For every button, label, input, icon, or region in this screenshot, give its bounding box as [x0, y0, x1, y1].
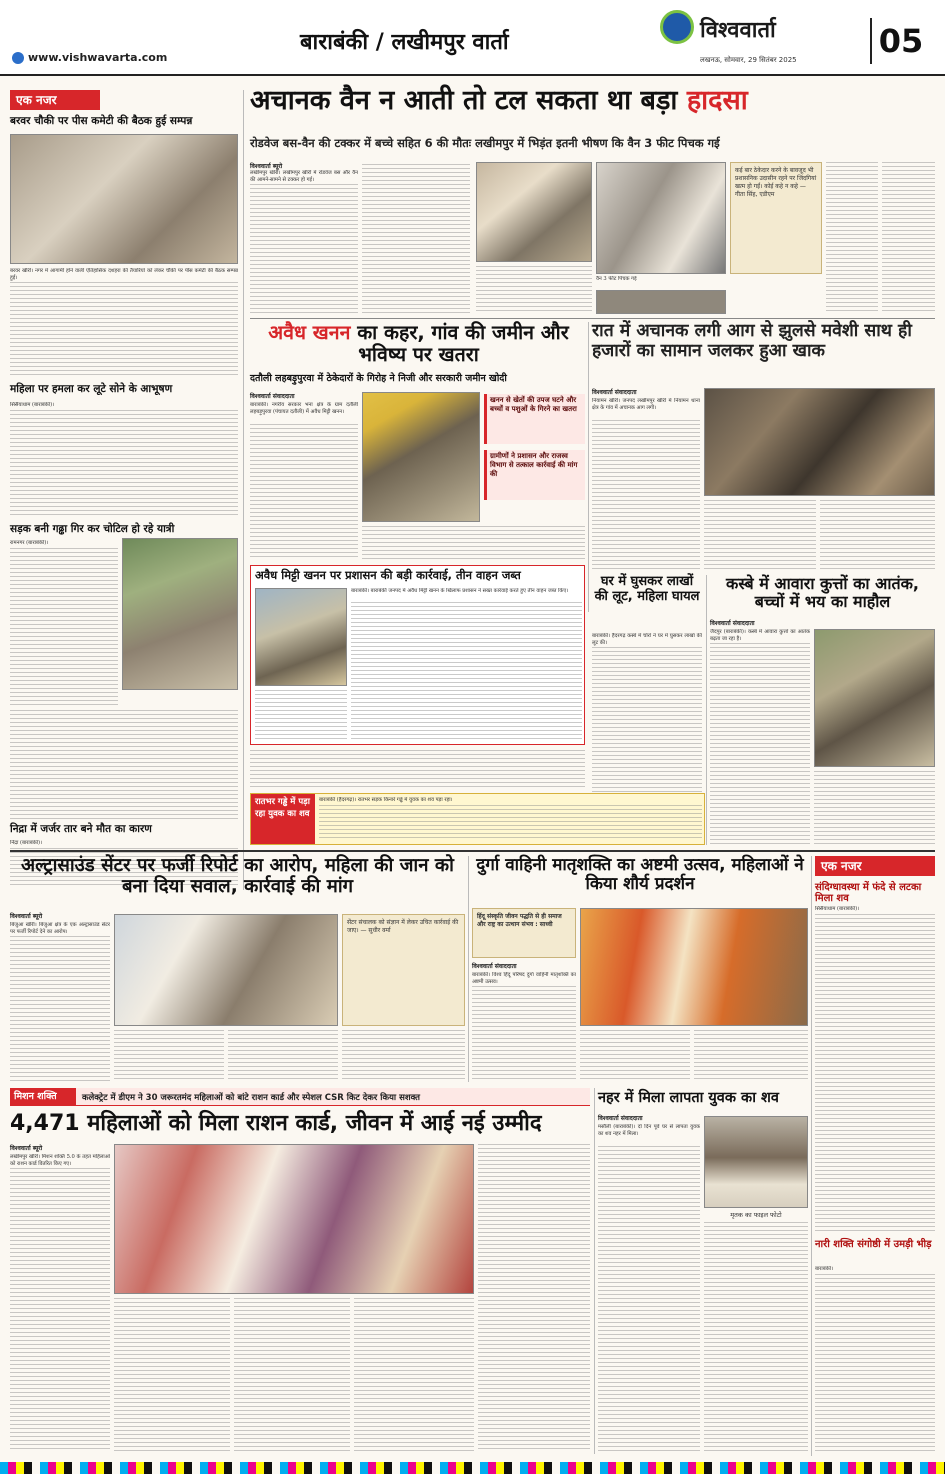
divider	[468, 856, 469, 1082]
mission-shakti-banner	[10, 1088, 590, 1106]
section-title: बाराबंकी / लखीमपुर वार्ता	[300, 30, 509, 55]
left-story2-lead: सिसैयाधाम (बाराबंकी)।	[10, 402, 55, 408]
dogs-body-col1	[710, 643, 810, 845]
excavator-photo	[362, 392, 480, 522]
mining-bullet-1: खनन से खेतों की उपज घटने और बच्चों व पशुओं के गिरने का खतरा	[484, 394, 585, 444]
durga-lead: बाराबंकी। विश्व हिंदू परिषद दुर्गा वाहिनी मातृशक्ति का अष्टमी उत्सव।	[472, 972, 576, 986]
night-body-text: बाराबंकी (हैदरगढ़)। रातभर सड़क किनारे गड्ढे में युवक का शव पड़ा रहा।	[319, 797, 453, 803]
ration-story	[10, 1088, 590, 1454]
left-story3-body	[10, 548, 118, 708]
ultrasound-photo	[114, 914, 338, 1026]
divider	[250, 318, 935, 319]
night-body-text-more	[319, 805, 702, 841]
right-column	[815, 856, 935, 1456]
main-headline[interactable]	[250, 86, 935, 116]
right-ek-nazar-tag: एक नजर	[815, 856, 935, 876]
main-headline-highlight: हादसा	[686, 85, 748, 116]
road-pothole-photo	[122, 538, 238, 690]
dogs-story	[710, 575, 935, 845]
right-story1-body	[815, 914, 935, 1234]
main-body-col4	[826, 162, 878, 314]
missing-body-col1	[598, 1146, 700, 1452]
mining-lead: बाराबंकी। नगरीय सरकार भना क्षेत्र के ग्राम दतौली लहबड़ुपुरवा (पंचायत दतौली) में अवैध मिट्टी खनन।	[250, 402, 358, 416]
seized-vehicles-photo	[255, 588, 347, 686]
fire-body-col3	[820, 500, 935, 570]
main-body-col3	[476, 266, 592, 314]
fire-lead: नियामन खीरी। जनपद लखीमपुर खीरी में नियामन थाना क्षेत्र के गांव में अचानक आग लगी।	[592, 398, 700, 412]
mining-byline: विश्ववार्ता संवाददाता	[250, 393, 295, 400]
missing-photo-caption: मृतक का फाइल फोटो	[730, 1211, 782, 1219]
durga-body-col1	[472, 986, 576, 1082]
website-url[interactable]: www.vishwavarta.com	[28, 51, 168, 64]
main-body-col1	[250, 184, 358, 314]
fire-byline: विश्ववार्ता संवाददाता	[592, 389, 637, 396]
mission-shakti-kicker: कलेक्ट्रेट में डीएम ने 30 जरूरतमंद महिलाओं को बांटे राशन कार्ड और स्पेशल CSR किट देकर किया सशक्त	[82, 1093, 420, 1103]
ration-body-col1	[10, 1168, 110, 1452]
dogs-body-col2	[814, 771, 935, 845]
dateline: लखनऊ, सोमवार, 29 सितंबर 2025	[700, 56, 797, 64]
ultrasound-byline: विश्ववार्ता ब्यूरो	[10, 913, 43, 920]
main-caption: वैन 3 फीट पिचक गई	[596, 276, 637, 282]
mining-headline[interactable]	[256, 322, 581, 366]
right-story2-title[interactable]: नारी शक्ति संगोष्ठी में उमड़ी भीड़	[815, 1239, 932, 1250]
fire-story	[592, 322, 935, 570]
left-story1-body	[10, 282, 238, 378]
ek-nazar-tag: एक नजर	[10, 90, 100, 110]
dogs-headline[interactable]: कस्बे में आवारा कुत्तों का आतंक, बच्चों में भय का माहौल	[726, 574, 919, 611]
left-story3-title[interactable]: सड़क बनी गढ्ढा गिर कर चोटिल हो रहे यात्री	[10, 523, 175, 535]
main-subhead: रोडवेज बस-वैन की टक्कर में बच्चे सहित 6 की मौतः लखीमपुर में भिड़ंत इतनी भीषण कि वैन 3 फीट पिचक गई	[250, 136, 720, 150]
left-story4-lead: निंद्रा (बाराबंकी)।	[10, 840, 43, 846]
theft-headline[interactable]: घर में घुसकर लाखों की लूट, महिला घायल	[594, 574, 700, 604]
ultrasound-headline[interactable]: अल्ट्रासाउंड सेंटर पर फर्जी रिपोर्ट का आरोप, महिला की जान को बना दिया सवाल, कार्रवाई की मांग	[21, 855, 454, 897]
main-quote-box: कई बार ठेकेदार करने के बावजूद भी प्रशासनिक उदासीन रहने पर जिंदगियां खत्म हो गईं। कोई कहे न कहे — गीता सिंह, एडीएम	[730, 162, 822, 274]
action-lead: बाराबंकी। बाराबंकी जनपद में अवैध मिट्टी खनन के खिलाफ प्रशासन ने सख्त कार्रवाई करते हुए तीन वाहन जब्त किए।	[351, 588, 569, 594]
main-lead: लखीमपुर खीरी। लखीमपुर खीरी में रोडवेज बस और वैन की आमने-सामने से टक्कर हो गई।	[250, 170, 358, 184]
durga-story	[472, 856, 808, 1082]
mining-body-col1	[250, 424, 358, 560]
right-story2-body	[815, 1274, 935, 1454]
divider	[594, 1088, 595, 1454]
right-story2-lead: बाराबंकी।	[815, 1266, 834, 1272]
logo-icon	[660, 10, 694, 44]
left-story2-body	[10, 410, 238, 518]
durga-body-col2	[580, 1030, 690, 1082]
mining-story	[250, 322, 585, 560]
dogs-lead: जैदपुर (बाराबंकी)। कस्बे में आवारा कुत्तों का आतंक बढ़ता जा रहा है।	[710, 629, 810, 643]
durga-body-col3	[694, 1030, 808, 1082]
ultrasound-body-col3	[228, 1030, 338, 1082]
meeting-photo	[10, 134, 238, 264]
ultrasound-body-col4	[342, 1030, 465, 1082]
mining-headline-rest: का कहर, गांव की जमीन और भविष्य पर खतरा	[357, 321, 569, 366]
ultrasound-lead: बिजुआ खीरी। बिजुआ क्षेत्र के एक अल्ट्रासाउंड सेंटर पर फर्जी रिपोर्ट देने का आरोप।	[10, 922, 110, 936]
mission-shakti-tag: मिशन शक्ति	[10, 1088, 76, 1106]
left-story3-lead: रामनगर (बाराबंकी)।	[10, 540, 49, 546]
left-story1-lead: बरवर खीरी। नगर में आगामी होने वाली ऐतिहासिक दशहरा की तैयारियों को लेकर चौकी पर पीस कमेटी की बैठक सम्पन्न हुई।	[10, 268, 238, 282]
divider	[588, 322, 589, 612]
mining-bullet-2: ग्रामीणों ने प्रशासन और राजस्व विभाग से तत्काल कार्रवाई की मांग की	[484, 450, 585, 500]
left-story3-body2	[10, 710, 238, 820]
main-body-col2	[362, 164, 470, 314]
durga-headline[interactable]: दुर्गा वाहिनी मातृशक्ति का अष्टमी उत्सव, महिलाओं ने किया शौर्य प्रदर्शन	[476, 855, 804, 895]
ultrasound-story	[10, 856, 465, 1082]
action-body	[351, 602, 582, 742]
main-body-col5	[882, 162, 935, 314]
theft-lead: बाराबंकी। हैदरगढ़ कस्बे में चोरों ने घर में घुसकर लाखों की लूट की।	[592, 633, 702, 647]
action-story	[250, 565, 585, 745]
divider	[811, 856, 812, 1456]
main-headline-text: अचानक वैन न आती तो टल सकता था बड़ा	[250, 85, 678, 116]
durga-byline: विश्ववार्ता संवाददाता	[472, 963, 517, 970]
masthead	[0, 0, 945, 76]
stray-dogs-photo	[814, 629, 935, 767]
divider	[10, 850, 935, 852]
main-byline: विश्ववार्ता ब्यूरो	[250, 163, 283, 170]
fire-photo	[704, 388, 935, 496]
left-story2-title[interactable]: महिला पर हमला कर लूटे सोने के आभूषण	[10, 383, 173, 395]
missing-lead: मसौली (बाराबंकी)। दो दिन पूर्व घर से लापता युवक का शव नहर में मिला।	[598, 1124, 700, 1138]
missing-story	[598, 1088, 808, 1454]
registration-bar	[0, 1462, 945, 1474]
ultrasound-quote: सेंटर संचालक को संज्ञान में लेकर उचित कार्रवाई की जाए। — सुधीर वर्मा	[342, 914, 465, 1026]
night-body-label[interactable]: रातभर गड्ढे में पड़ा रहा युवक का शव	[251, 794, 315, 844]
ultrasound-body-col2	[114, 1030, 224, 1082]
durga-quote: हिंदू संस्कृति जीवन पद्धति से ही समाज और राष्ट्र का उत्थान संभव : साध्वी	[472, 908, 576, 958]
divider	[243, 90, 244, 890]
left-story1-title[interactable]: बरवर चौकी पर पीस कमेटी की बैठक हुई सम्पन्न	[10, 115, 193, 127]
mining-headline-red: अवैध खनन	[268, 321, 351, 344]
fire-headline[interactable]: रात में अचानक लगी आग से झुलसे मवेशी साथ ही हजारों का सामान जलकर हुआ खाक	[592, 321, 912, 361]
night-body-strip	[250, 793, 705, 845]
ration-headline[interactable]: 4,471 महिलाओं को मिला राशन कार्ड, जीवन में आई नई उम्मीद	[10, 1111, 542, 1136]
fire-body-col2	[704, 500, 816, 570]
dogs-byline: विश्ववार्ता संवाददाता	[710, 620, 755, 627]
mining-continued	[250, 750, 585, 790]
fire-body-col1	[592, 420, 700, 570]
crashed-bus-photo	[596, 162, 726, 274]
left-story4-title[interactable]: निद्रा में जर्जर तार बने मौत का कारण	[10, 823, 152, 835]
action-body2	[255, 690, 347, 742]
site-globe-icon	[12, 52, 24, 64]
van-photo	[596, 290, 726, 314]
divider	[706, 575, 707, 845]
mining-body-col2	[362, 526, 585, 560]
rally-photo	[580, 908, 808, 1026]
ration-lead: लखीमपुर खीरी। मिशन शक्ति 5.0 के तहत महिलाओं को राशन कार्ड वितरित किए गए।	[10, 1154, 110, 1168]
ration-body-col3	[234, 1298, 350, 1452]
missing-youth-photo	[704, 1116, 808, 1208]
action-headline[interactable]: अवैध मिट्टी खनन पर प्रशासन की बड़ी कार्रवाई, तीन वाहन जब्त	[255, 568, 521, 582]
ration-byline: विश्ववार्ता ब्यूरो	[10, 1145, 43, 1152]
ration-card-photo	[114, 1144, 474, 1294]
page-number: 05	[870, 18, 930, 64]
missing-headline[interactable]: नहर में मिला लापता युवक का शव	[598, 1090, 779, 1106]
left-column	[10, 90, 238, 890]
hospital-photo	[476, 162, 592, 262]
right-story1-lead: सिसैयाधाम (बाराबंकी)।	[815, 906, 860, 912]
main-story	[250, 86, 935, 316]
ultrasound-body-col1	[10, 936, 110, 1082]
right-story1-title[interactable]: संदिग्धावस्था में फंदे से लटका मिला शव	[815, 882, 922, 905]
logo-text: विश्ववार्ता	[700, 18, 776, 43]
ration-body-col5	[478, 1144, 590, 1452]
missing-byline: विश्ववार्ता संवाददाता	[598, 1115, 643, 1122]
ration-body-col2	[114, 1298, 230, 1452]
mining-subhead: दतौली लहबड़ुपुरवा में ठेकेदारों के गिरोह ने निजी और सरकारी जमीन खोदी	[250, 373, 507, 384]
missing-body-col2	[704, 1222, 808, 1452]
ration-body-col4	[354, 1298, 474, 1452]
